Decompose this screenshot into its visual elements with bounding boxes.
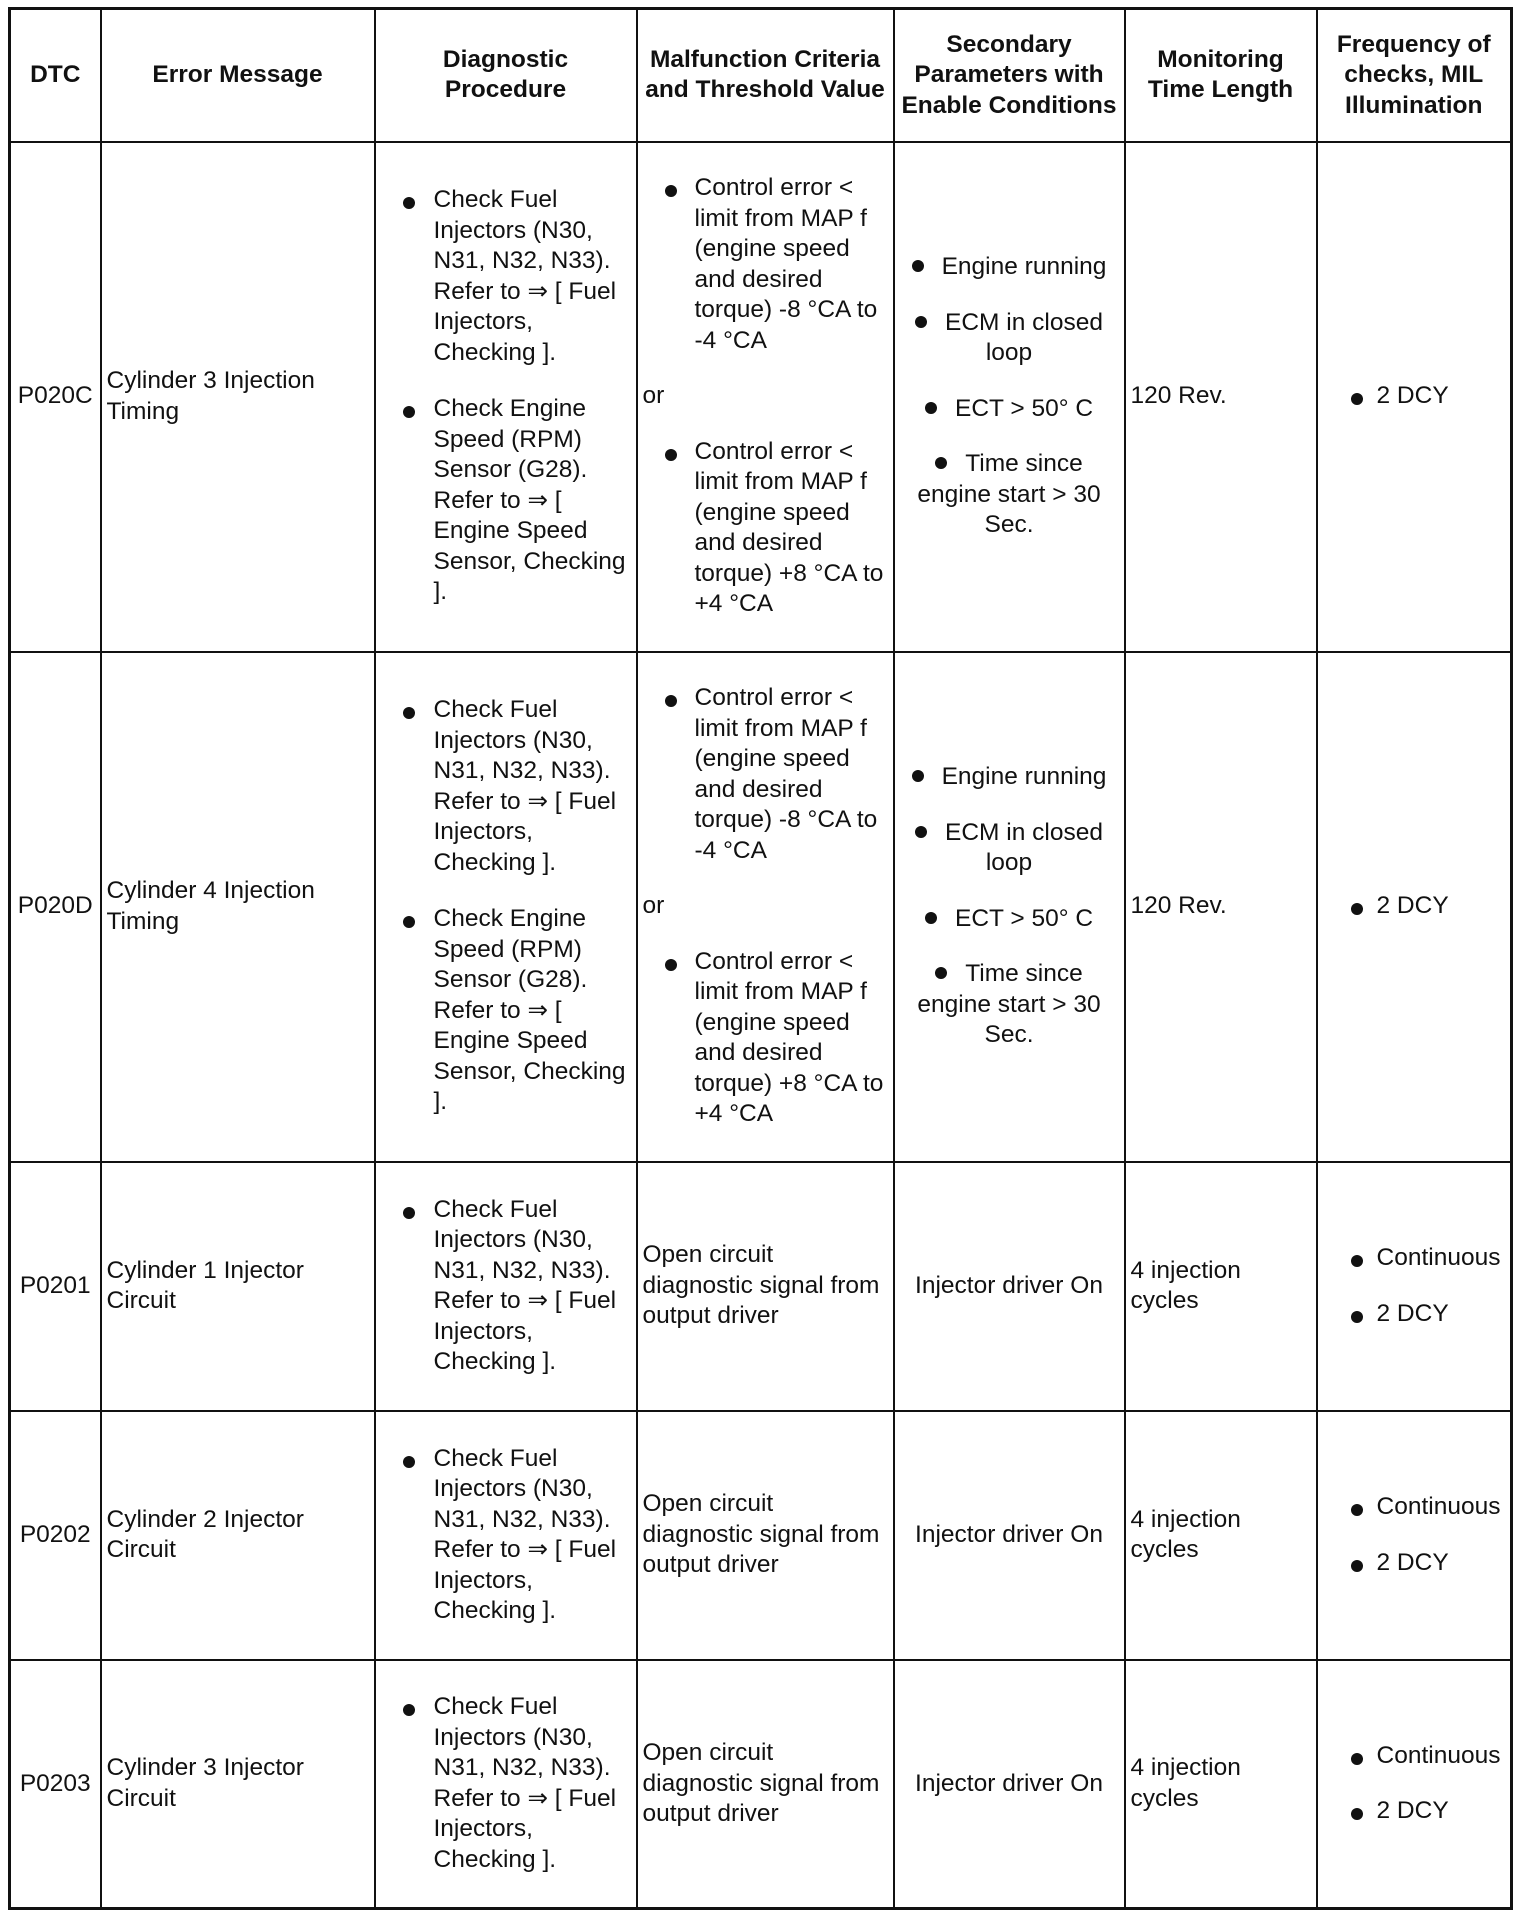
cell-error-message: Cylinder 4 Injection Timing [101, 652, 375, 1162]
criteria-text: Control error < limit from MAP f (engine speed and desired torque) -8 °CA to -4 °CA [694, 174, 878, 354]
criteria-text: Control error < limit from MAP f (engine speed and desired torque) +8 °CA to +4 °CA [694, 437, 884, 618]
procedure-list [381, 695, 631, 1118]
header-dtc: DTC [10, 9, 101, 142]
table-row [10, 142, 1512, 652]
table-row [10, 1411, 1512, 1660]
cell-dtc: P0202 [10, 1411, 101, 1660]
secondary-text: ECM in closed loop [945, 818, 1103, 877]
list-item [900, 394, 1119, 425]
criteria-joiner: or [642, 892, 665, 920]
list-item [1323, 1741, 1506, 1772]
list-item [381, 695, 631, 878]
bullet-icon [665, 959, 677, 971]
list-item [900, 449, 1119, 541]
list-item [900, 252, 1119, 283]
cell-frequency [1317, 1660, 1512, 1909]
cell-error-message: Cylinder 2 Injector Circuit [101, 1411, 375, 1660]
header-monitoring-time: Monitoring Time Length [1125, 9, 1317, 142]
cell-diagnostic-procedure [375, 1660, 637, 1909]
bullet-icon [935, 967, 947, 979]
secondary-list [900, 762, 1119, 1051]
bullet-icon [665, 449, 677, 461]
procedure-text: Check Fuel Injectors (N30, N31, N32, N33). Refer to ⇒ [ Fuel Injectors, Checking ]. [433, 696, 617, 876]
secondary-text: ECT > 50° C [954, 394, 1094, 422]
bullet-icon [403, 916, 415, 928]
bullet-icon [912, 770, 924, 782]
list-item [1323, 891, 1506, 922]
secondary-text: ECM in closed loop [945, 308, 1103, 367]
bullet-icon [935, 457, 947, 469]
bullet-icon [1351, 1560, 1363, 1572]
cell-monitoring-time: 120 Rev. [1125, 142, 1317, 652]
procedure-text: Check Fuel Injectors (N30, N31, N32, N33). Refer to ⇒ [ Fuel Injectors, Checking ]. [433, 1195, 617, 1375]
cell-secondary-parameters: Injector driver On [894, 1660, 1125, 1909]
secondary-list [900, 252, 1119, 541]
cell-secondary-parameters: Injector driver On [894, 1162, 1125, 1411]
cell-secondary-parameters [894, 652, 1125, 1162]
criteria-joiner: or [642, 382, 665, 410]
cell-frequency [1317, 652, 1512, 1162]
cell-monitoring-time: 4 injection cycles [1125, 1660, 1317, 1909]
procedure-list [381, 185, 631, 608]
list-item [1323, 381, 1506, 412]
header-secondary-parameters: Secondary Parameters with Enable Conditions [894, 9, 1125, 142]
cell-frequency [1317, 1162, 1512, 1411]
list-item [900, 818, 1119, 879]
list-item [643, 173, 888, 356]
frequency-text: 2 DCY [1376, 1548, 1449, 1576]
header-frequency: Frequency of checks, MIL Illumination [1317, 9, 1512, 142]
bullet-icon [925, 402, 937, 414]
secondary-text: Time since engine start > 30 Sec. [917, 450, 1101, 539]
cell-malfunction-criteria: Open circuit diagnostic signal from output driver [637, 1162, 894, 1411]
cell-secondary-parameters [894, 142, 1125, 652]
frequency-text: Continuous [1376, 1741, 1501, 1769]
procedure-text: Check Fuel Injectors (N30, N31, N32, N33). Refer to ⇒ [ Fuel Injectors, Checking ]. [433, 1693, 617, 1873]
cell-dtc: P020D [10, 652, 101, 1162]
bullet-icon [1351, 1504, 1363, 1516]
table-row [10, 1660, 1512, 1909]
secondary-text: Engine running [941, 253, 1107, 281]
bullet-icon [403, 707, 415, 719]
bullet-icon [1351, 393, 1363, 405]
secondary-text: Engine running [941, 763, 1107, 791]
frequency-text: 2 DCY [1376, 892, 1449, 920]
frequency-list [1323, 1741, 1506, 1827]
criteria-list [643, 947, 888, 1130]
procedure-text: Check Fuel Injectors (N30, N31, N32, N33). Refer to ⇒ [ Fuel Injectors, Checking ]. [433, 186, 617, 366]
cell-diagnostic-procedure [375, 652, 637, 1162]
secondary-text: ECT > 50° C [954, 904, 1094, 932]
header-row [10, 9, 1512, 142]
secondary-text: Time since engine start > 30 Sec. [917, 960, 1101, 1049]
cell-malfunction-criteria: Open circuit diagnostic signal from output driver [637, 1660, 894, 1909]
list-item [381, 1444, 631, 1627]
cell-diagnostic-procedure [375, 1411, 637, 1660]
frequency-text: 2 DCY [1376, 382, 1449, 410]
criteria-text: Control error < limit from MAP f (engine speed and desired torque) -8 °CA to -4 °CA [694, 684, 878, 864]
list-item [381, 1195, 631, 1378]
list-item [1323, 1548, 1506, 1579]
frequency-text: Continuous [1376, 1493, 1501, 1520]
list-item [1323, 1299, 1506, 1330]
bullet-icon [403, 1456, 415, 1468]
list-item [381, 394, 631, 608]
frequency-list [1323, 891, 1506, 922]
dtc-table [8, 7, 1513, 1910]
bullet-icon [1351, 1255, 1363, 1267]
cell-diagnostic-procedure [375, 142, 637, 652]
bullet-icon [1351, 1311, 1363, 1323]
list-item [1323, 1492, 1506, 1523]
frequency-list [1323, 1492, 1506, 1578]
cell-monitoring-time: 4 injection cycles [1125, 1411, 1317, 1660]
procedure-list [381, 1692, 631, 1875]
header-diagnostic-procedure: Diagnostic Procedure [375, 9, 637, 142]
list-item [900, 762, 1119, 793]
cell-error-message: Cylinder 3 Injector Circuit [101, 1660, 375, 1909]
cell-dtc: P0203 [10, 1660, 101, 1909]
list-item [643, 683, 888, 866]
cell-diagnostic-procedure [375, 1162, 637, 1411]
procedure-list [381, 1195, 631, 1378]
list-item [381, 904, 631, 1118]
cell-monitoring-time: 120 Rev. [1125, 652, 1317, 1162]
list-item [900, 959, 1119, 1051]
header-error-message: Error Message [101, 9, 375, 142]
criteria-list [643, 683, 888, 866]
procedure-text: Check Engine Speed (RPM) Sensor (G28). Refer to ⇒ [ Engine Speed Sensor, Checking ]. [433, 905, 626, 1116]
bullet-icon [912, 260, 924, 272]
bullet-icon [403, 406, 415, 418]
bullet-icon [1351, 1808, 1363, 1820]
list-item [1323, 1796, 1506, 1827]
cell-secondary-parameters: Injector driver On [894, 1411, 1125, 1660]
bullet-icon [665, 695, 677, 707]
bullet-icon [1351, 903, 1363, 915]
frequency-text: Continuous [1376, 1244, 1501, 1271]
cell-malfunction-criteria: Open circuit diagnostic signal from output driver [637, 1411, 894, 1660]
list-item [1323, 1243, 1506, 1274]
list-item [643, 947, 888, 1130]
bullet-icon [915, 316, 927, 328]
bullet-icon [1351, 1753, 1363, 1765]
cell-frequency [1317, 142, 1512, 652]
frequency-list [1323, 381, 1506, 412]
cell-malfunction-criteria [637, 652, 894, 1162]
cell-malfunction-criteria [637, 142, 894, 652]
list-item [381, 1692, 631, 1875]
list-item [900, 308, 1119, 369]
cell-frequency [1317, 1411, 1512, 1660]
criteria-list [643, 437, 888, 620]
cell-dtc: P020C [10, 142, 101, 652]
cell-dtc: P0201 [10, 1162, 101, 1411]
bullet-icon [925, 912, 937, 924]
table-row [10, 1162, 1512, 1411]
cell-monitoring-time: 4 injection cycles [1125, 1162, 1317, 1411]
criteria-text: Control error < limit from MAP f (engine speed and desired torque) +8 °CA to +4 °CA [694, 947, 884, 1128]
procedure-list [381, 1444, 631, 1627]
procedure-text: Check Engine Speed (RPM) Sensor (G28). Refer to ⇒ [ Engine Speed Sensor, Checking ]. [433, 395, 626, 606]
bullet-icon [665, 185, 677, 197]
frequency-list [1323, 1243, 1506, 1329]
frequency-text: 2 DCY [1376, 1797, 1449, 1825]
bullet-icon [403, 1704, 415, 1716]
header-malfunction-criteria: Malfunction Criteria and Threshold Value [637, 9, 894, 142]
list-item [643, 437, 888, 620]
table-row [10, 652, 1512, 1162]
bullet-icon [403, 1207, 415, 1219]
criteria-list [643, 173, 888, 356]
frequency-text: 2 DCY [1376, 1299, 1449, 1327]
cell-error-message: Cylinder 1 Injector Circuit [101, 1162, 375, 1411]
list-item [900, 904, 1119, 935]
procedure-text: Check Fuel Injectors (N30, N31, N32, N33). Refer to ⇒ [ Fuel Injectors, Checking ]. [433, 1444, 617, 1624]
bullet-icon [403, 197, 415, 209]
cell-error-message: Cylinder 3 Injection Timing [101, 142, 375, 652]
list-item [381, 185, 631, 368]
bullet-icon [915, 826, 927, 838]
